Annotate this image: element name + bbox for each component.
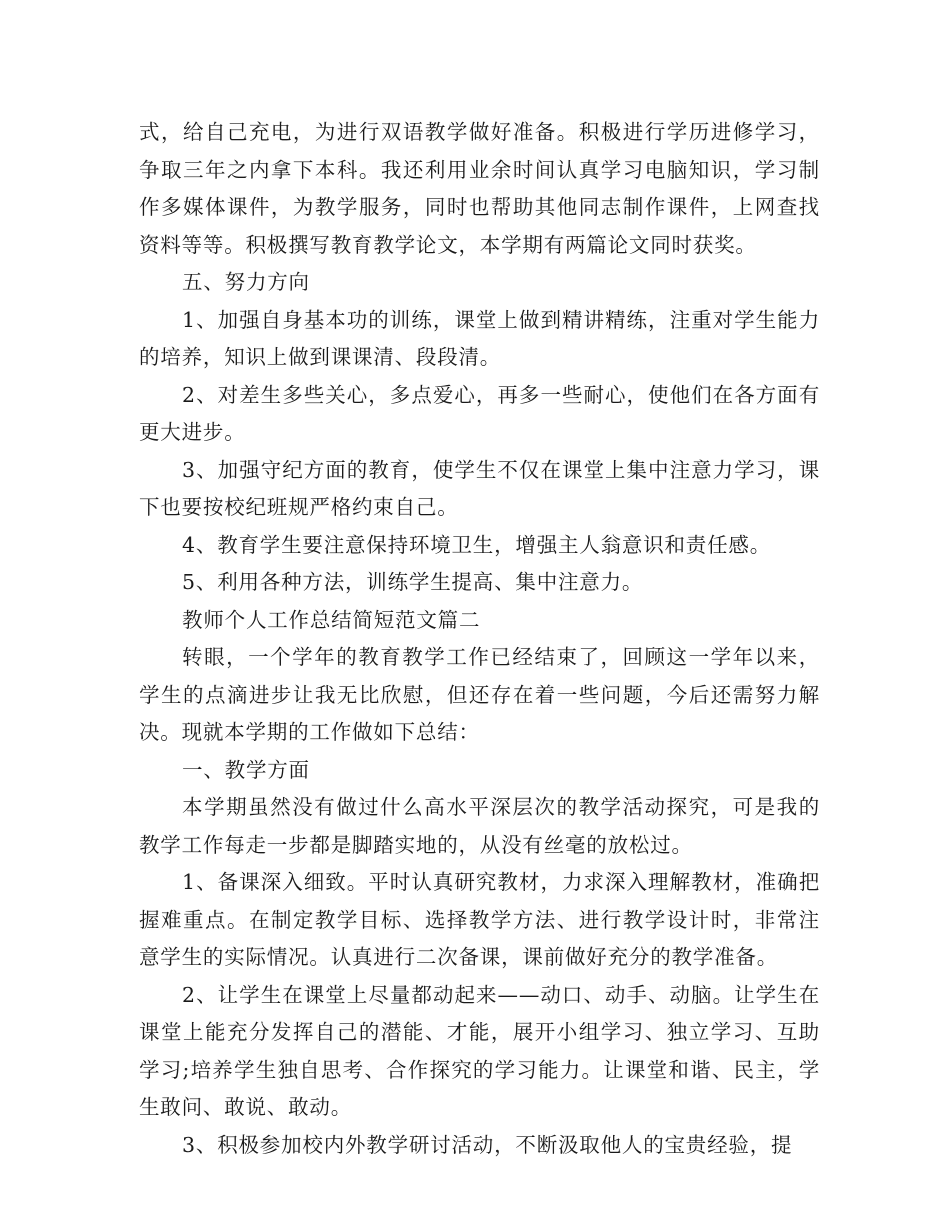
paragraph-1: 式，给自己充电，为进行双语教学做好准备。积极进行学历进修学习，争取三年之内拿下本科。我还利用业余时间认真学习电脑知识，学习制作多媒体课件，为教学服务，同时也帮助其他同志制作课件，上网查找资料等等。积极撰写教育教学论文，本学期有两篇论文同时获奖。	[139, 120, 820, 257]
teaching-item-2: 2、让学生在课堂上尽量都动起来——动口、动手、动脑。让学生在课堂上能充分发挥自己的潜能、才能，展开小组学习、独立学习、互助学习;培养学生独自思考、合作探究的学习能力。让课堂和谐、民主，学生敢问、敢说、敢动。	[139, 982, 820, 1119]
teaching-item-3: 3、积极参加校内外教学研讨活动，不断汲取他人的宝贵经验，提	[182, 1132, 793, 1157]
list-item-5: 5、利用各种方法，训练学生提高、集中注意力。	[182, 570, 644, 594]
intro-paragraph: 转眼，一个学年的教育教学工作已经结束了，回顾这一学年以来，学生的点滴进步让我无比欣慰，但还存在着一些问题，今后还需努力解决。现就本学期的工作做如下总结：	[139, 645, 820, 744]
list-item-4: 4、教育学生要注意保持环境卫生，增强主人翁意识和责任感。	[182, 532, 771, 557]
article-title-part-two: 教师个人工作总结简短范文篇二	[182, 607, 481, 632]
teaching-paragraph: 本学期虽然没有做过什么高水平深层次的教学活动探究，可是我的教学工作每走一步都是脚踏实地的，从没有丝毫的放松过。	[139, 795, 820, 857]
list-item-1: 1、加强自身基本功的训练，课堂上做到精讲精练，注重对学生能力的培养，知识上做到课课清、段段清。	[139, 307, 820, 369]
list-item-3: 3、加强守纪方面的教育，使学生不仅在课堂上集中注意力学习，课下也要按校纪班规严格约束自己。	[139, 457, 820, 519]
section-heading-effort-direction: 五、努力方向	[182, 270, 310, 294]
document-body	[139, 114, 820, 1164]
teaching-item-1: 1、备课深入细致。平时认真研究教材，力求深入理解教材，准确把握难重点。在制定教学目标、选择教学方法、进行教学设计时，非常注意学生的实际情况。认真进行二次备课，课前做好充分的教学准备。	[139, 870, 820, 969]
section-heading-teaching: 一、教学方面	[182, 757, 310, 782]
list-item-2: 2、对差生多些关心，多点爱心，再多一些耐心，使他们在各方面有更大进步。	[139, 382, 820, 444]
